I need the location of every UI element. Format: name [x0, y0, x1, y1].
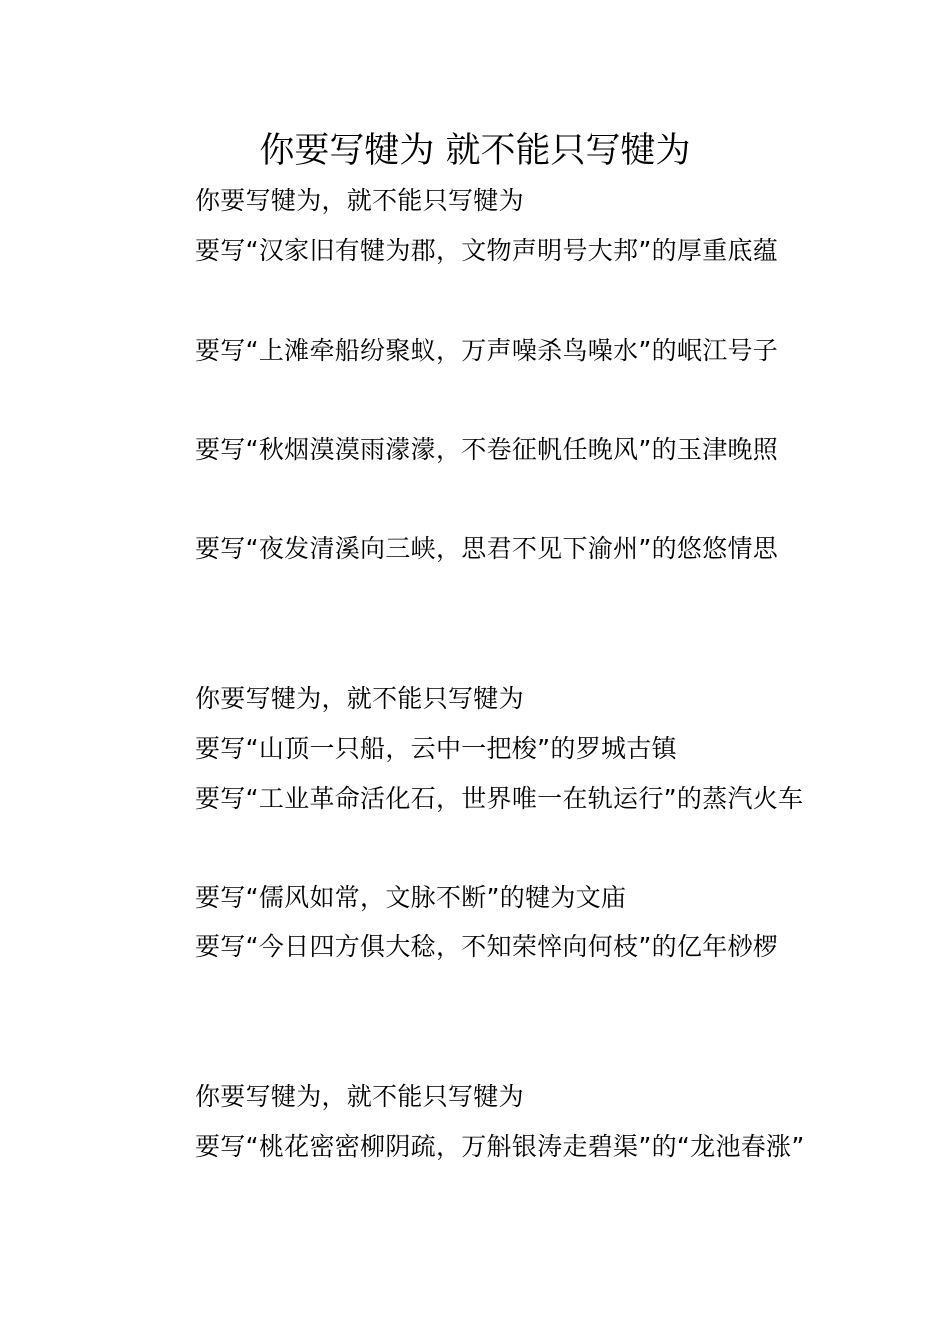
section-1-line-5: 要写“夜发清溪向三峡，思君不见下渝州”的悠悠情思	[195, 534, 779, 563]
section-1-line-2: 要写“汉家旧有犍为郡，文物声明号大邦”的厚重底蕴	[195, 236, 779, 265]
section-3-line-2: 要写“桃花密密柳阴疏，万斛银涛走碧渠”的“龙池春涨”	[195, 1132, 805, 1161]
section-1-line-1: 你要写犍为，就不能只写犍为	[195, 186, 524, 215]
section-2-line-3: 要写“工业革命活化石，世界唯一在轨运行”的蒸汽火车	[195, 784, 804, 813]
section-3-line-1: 你要写犍为，就不能只写犍为	[195, 1082, 524, 1111]
section-1-line-3: 要写“上滩牵船纷聚蚁，万声噪杀鸟噪水”的岷江号子	[195, 336, 779, 365]
section-2-line-2: 要写“山顶一只船，云中一把梭”的罗城古镇	[195, 734, 677, 763]
section-2-line-5: 要写“今日四方俱大稔，不知荣悴向何枝”的亿年桫椤	[195, 932, 779, 961]
document-title: 你要写犍为 就不能只写犍为	[259, 131, 691, 171]
section-1-line-4: 要写“秋烟漠漠雨濛濛，不卷征帆任晚风”的玉津晚照	[195, 435, 779, 464]
section-2-line-4: 要写“儒风如常，文脉不断”的犍为文庙	[195, 883, 627, 912]
section-2-line-1: 你要写犍为，就不能只写犍为	[195, 684, 524, 713]
